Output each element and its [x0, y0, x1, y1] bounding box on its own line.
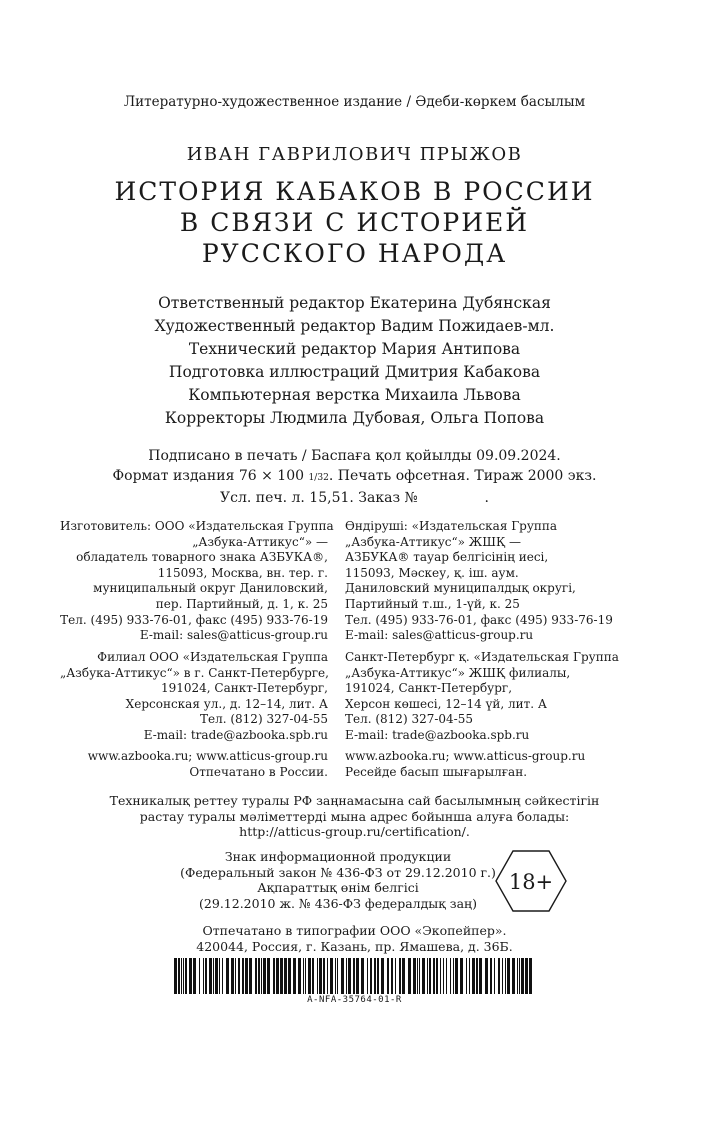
format-fraction: 1/32 — [308, 473, 329, 483]
barcode-bar — [222, 958, 223, 994]
barcode-bar — [505, 958, 506, 994]
barcode-bar — [391, 958, 393, 994]
barcode-bar — [312, 958, 314, 994]
barcode-bar — [174, 958, 177, 994]
barcode-bar — [178, 958, 180, 994]
barcode-bar — [226, 958, 229, 994]
barcode-bar — [335, 958, 336, 994]
barcode-bar — [219, 958, 220, 994]
barcode-bar — [361, 958, 364, 994]
barcode-bar — [381, 958, 384, 994]
title-line: РУССКОГО НАРОДА — [201, 239, 508, 268]
barcode-bar — [288, 958, 291, 994]
barcode-bar — [303, 958, 304, 994]
barcode-bar — [395, 958, 396, 994]
info-sign-line: Знак информационной продукции — [224, 849, 452, 864]
manufacturer-kz-line: Партийный т.ш., 1-үй, к. 25 — [345, 596, 520, 611]
barcode-bar — [453, 958, 454, 994]
barcode-bar — [267, 958, 270, 994]
barcode-bar — [249, 958, 252, 994]
tech-line: растау туралы мәліметтерді мына адрес бойынша алуға болады: — [139, 808, 570, 824]
barcode-bar — [370, 958, 372, 994]
barcode-bar — [436, 958, 438, 994]
barcode-bar — [242, 958, 244, 994]
manufacturer-ru-line: муниципальный округ Даниловский, — [93, 581, 328, 596]
barcode-bar — [422, 958, 425, 994]
manufacturer-kz-line: Өндіруші: «Издательская Группа — [345, 519, 558, 533]
barcode-bar — [337, 958, 338, 994]
title-line: В СВЯЗИ С ИСТОРИЕЙ — [179, 208, 530, 237]
credit-line: Компьютерная верстка Михаила Львова — [188, 386, 521, 404]
barcode-bar — [185, 958, 187, 994]
barcode-bar — [284, 958, 287, 994]
credits-block — [0, 292, 709, 430]
manufacturer-kz-line: E-mail: sales@atticus-group.ru — [345, 628, 534, 643]
barcode-bar — [399, 958, 401, 994]
credit-line: Художественный редактор Вадим Пожидаев-мл. — [154, 317, 555, 335]
barcode-bar — [181, 958, 182, 994]
barcode-bar — [258, 958, 260, 994]
manufacturer-ru-line: E-mail: sales@atticus-group.ru — [139, 628, 328, 643]
barcode-bar — [507, 958, 510, 994]
barcode-bar — [387, 958, 389, 994]
printed-by-line: 420044, Россия, г. Казань, пр. Ямашева, д. 36Б. — [196, 939, 513, 954]
barcode-bar — [238, 958, 240, 994]
barcode-bar — [419, 958, 420, 994]
barcode-bar — [317, 958, 318, 994]
barcode-bar — [356, 958, 359, 994]
barcode-bar — [261, 958, 262, 994]
barcode-bar — [276, 958, 279, 994]
web-ru — [60, 749, 328, 780]
barcode-bar — [327, 958, 328, 994]
format-line — [0, 466, 709, 488]
barcode-bar — [377, 958, 379, 994]
info-sign — [160, 849, 516, 911]
barcode-caption: A-NFA-35764-01-R — [307, 995, 402, 1005]
info-sign-line: Ақпараттық өнім белгісі — [257, 880, 419, 895]
barcode-bar — [203, 958, 204, 994]
barcode — [174, 958, 534, 994]
web-kz-line: Ресейде басып шығарылған. — [345, 764, 528, 779]
barcode-bar — [346, 958, 347, 994]
barcode-bar — [408, 958, 411, 994]
branch-kz-line: „Азбука-Аттикус“» ЖШҚ филиалы, — [345, 665, 571, 680]
credit-line: Корректоры Людмила Дубовая, Ольга Попова — [164, 409, 545, 427]
barcode-bar — [466, 958, 467, 994]
barcode-bar — [446, 958, 447, 994]
barcode-bar — [494, 958, 495, 994]
branch-ru-line: Тел. (812) 327-04-55 — [200, 712, 328, 727]
barcode-bar — [305, 958, 306, 994]
web-ru-line: www.azbooka.ru; www.atticus-group.ru — [87, 749, 328, 763]
barcode-bar — [476, 958, 478, 994]
barcode-bar — [255, 958, 257, 994]
branch-ru-line: „Азбука-Аттикус“» в г. Санкт-Петербурге, — [60, 665, 329, 680]
tech-line: http://atticus-group.ru/certification/. — [239, 824, 470, 839]
barcode-bar — [293, 958, 296, 994]
barcode-bar — [189, 958, 192, 994]
book-title — [0, 176, 709, 269]
barcode-bar — [521, 958, 524, 994]
branch-ru-line: 191024, Санкт-Петербург, — [160, 681, 328, 696]
info-sign-line: (Федеральный закон № 436-ФЗ от 29.12.2010 г.) — [180, 864, 496, 880]
barcode-bar — [215, 958, 218, 994]
branch-ru — [60, 650, 328, 744]
branch-ru-line: Херсонская ул., д. 12–14, лит. А — [125, 696, 328, 711]
barcode-bar — [235, 958, 236, 994]
tech-regulation — [0, 793, 709, 840]
genre-line: Литературно-художественное издание / Әдеби-көркем басылым — [123, 94, 586, 110]
credit-line: Технический редактор Мария Антипова — [188, 340, 521, 358]
barcode-bar — [341, 958, 344, 994]
barcode-bar — [319, 958, 322, 994]
branch-kz-line: Санкт-Петербург қ. «Издательская Группа — [345, 650, 619, 664]
barcode-bar — [512, 958, 515, 994]
branch-kz-line: 191024, Санкт-Петербург, — [345, 681, 513, 696]
barcode-bar — [455, 958, 458, 994]
barcode-bar — [402, 958, 405, 994]
barcode-bar — [209, 958, 212, 994]
signed-line: Подписано в печать / Баспаға қол қойылды 09.09.2024. — [148, 448, 561, 464]
author-name: ИВАН ГАВРИЛОВИЧ ПРЫЖОВ — [186, 144, 523, 165]
credit-line: Подготовка иллюстраций Дмитрия Кабакова — [168, 363, 541, 381]
printed-by-line: Отпечатано в типографии ООО «Экопейпер». — [202, 923, 507, 938]
barcode-bar — [353, 958, 355, 994]
barcode-bar — [427, 958, 428, 994]
manufacturer-kz-line: „Азбука-Аттикус“» ЖШҚ — — [345, 534, 522, 549]
barcode-bar — [413, 958, 416, 994]
barcode-bar — [450, 958, 451, 994]
barcode-bar — [308, 958, 311, 994]
format-prefix: Формат издания 76 × 100 — [112, 468, 309, 484]
barcode-bar — [460, 958, 463, 994]
barcode-bar — [498, 958, 500, 994]
barcode-bar — [193, 958, 196, 994]
barcode-bar — [205, 958, 207, 994]
barcode-bar — [298, 958, 301, 994]
manufacturer-ru-line: Тел. (495) 933-76-01, факс (495) 933-76-19 — [60, 612, 328, 627]
printed-by — [0, 923, 709, 955]
web-kz-line: www.azbooka.ru; www.atticus-group.ru — [345, 749, 586, 763]
manufacturer-kz — [345, 519, 645, 644]
barcode-bar — [183, 958, 184, 994]
manufacturer-ru-line: 115093, Москва, вн. тер. г. — [157, 565, 328, 580]
barcode-bar — [417, 958, 418, 994]
credit-line: Ответственный редактор Екатерина Дубянская — [158, 294, 551, 312]
barcode-bar — [440, 958, 441, 994]
manufacturer-ru-line: „Азбука-Аттикус“» — — [192, 534, 328, 549]
info-sign-line: (29.12.2010 ж. № 436-ФЗ федералдық заң) — [199, 895, 477, 911]
format-suffix: . Печать офсетная. Тираж 2000 экз. — [328, 468, 597, 484]
barcode-bar — [525, 958, 528, 994]
barcode-bar — [519, 958, 520, 994]
manufacturer-ru-line: обладатель товарного знака АЗБУКА®, — [76, 550, 328, 565]
age-rating-badge — [495, 850, 567, 912]
branch-kz — [345, 650, 645, 744]
manufacturer-kz-line: АЗБУКА® тауар белгісінің иесі, — [345, 550, 549, 565]
barcode-bar — [323, 958, 325, 994]
barcode-bar — [472, 958, 475, 994]
barcode-bar — [429, 958, 431, 994]
barcode-bar — [502, 958, 503, 994]
print-info — [0, 446, 709, 508]
branch-kz-line: E-mail: trade@azbooka.spb.ru — [345, 727, 530, 742]
manufacturer-ru — [60, 519, 334, 644]
barcode-bar — [517, 958, 518, 994]
web-ru-line: Отпечатано в России. — [189, 764, 328, 779]
branch-kz-line: Херсон көшесі, 12–14 үй, лит. А — [345, 696, 547, 711]
barcode-bar — [213, 958, 214, 994]
manufacturer-ru-line: пер. Партийный, д. 1, к. 25 — [155, 596, 328, 611]
barcode-bar — [479, 958, 482, 994]
age-rating-label: 18+ — [508, 870, 554, 894]
barcode-bar — [490, 958, 492, 994]
manufacturer-kz-line: 115093, Мәскеу, қ. іш. аум. — [345, 565, 519, 580]
web-kz — [345, 749, 645, 780]
manufacturer-ru-line: Изготовитель: ООО «Издательская Группа — [60, 519, 334, 533]
barcode-bar — [443, 958, 444, 994]
barcode-bar — [199, 958, 200, 994]
barcode-bar — [433, 958, 435, 994]
branch-ru-line: Филиал ООО «Издательская Группа — [97, 650, 328, 664]
barcode-bar — [245, 958, 248, 994]
barcode-bar — [529, 958, 532, 994]
barcode-bar — [273, 958, 275, 994]
barcode-bar — [367, 958, 368, 994]
barcode-bar — [263, 958, 266, 994]
manufacturer-kz-line: Тел. (495) 933-76-01, факс (495) 933-76-19 — [345, 612, 613, 627]
title-line: ИСТОРИЯ КАБАКОВ В РОССИИ — [114, 177, 595, 206]
barcode-bar — [348, 958, 351, 994]
barcode-bar — [374, 958, 376, 994]
branch-ru-line: E-mail: trade@azbooka.spb.ru — [143, 727, 328, 742]
barcode-bar — [280, 958, 283, 994]
branch-kz-line: Тел. (812) 327-04-55 — [345, 712, 473, 727]
barcode-bar — [231, 958, 234, 994]
barcode-bar — [330, 958, 333, 994]
sheets-line: Усл. печ. л. 15,51. Заказ № . — [219, 490, 489, 506]
tech-line: Техникалық реттеу туралы РФ заңнамасына сай басылымның сәйкестігін — [109, 793, 600, 808]
barcode-bar — [485, 958, 488, 994]
barcode-bar — [469, 958, 470, 994]
manufacturer-kz-line: Даниловский муниципалдық округі, — [345, 581, 576, 596]
